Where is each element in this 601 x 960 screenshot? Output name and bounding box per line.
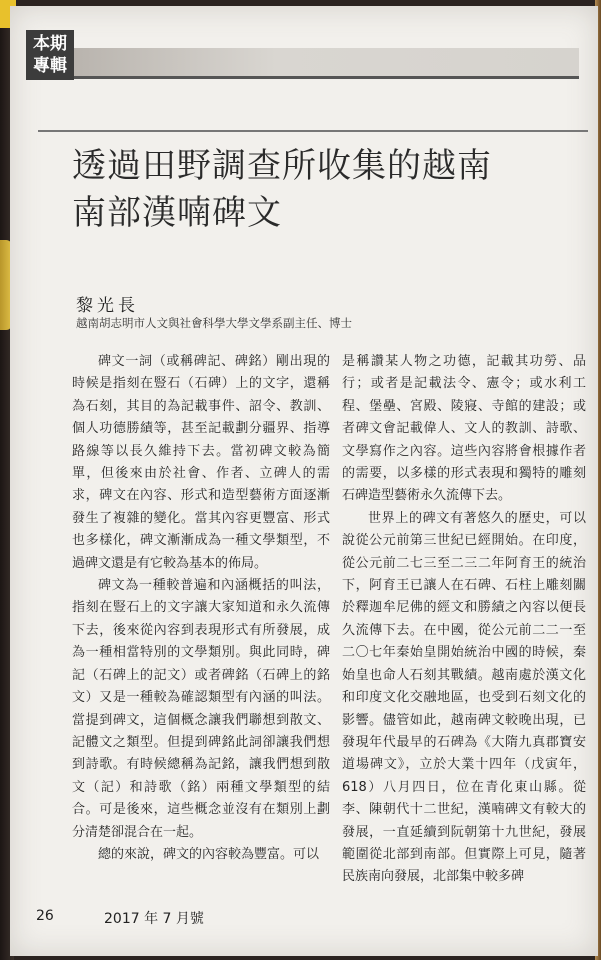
body-paragraph: 碑文為一種較普遍和內涵概括的叫法，指刻在豎石上的文字讓大家知道和永久流傳下去，後來從內容到表現形式有所發展，成為一種相當特別的文學類別。與此同時，碑記（石碑上的記文）或者碑銘（石碑上的銘文）又是一種較為確認類型有內涵的叫法。當提到碑文，這個概念讓我們聯想到散文、記體文之類型。但提到碑銘此詞卻讓我們想到詩歌。有時候總稱為記銘，讓我們想到散文（記）和詩歌（銘）兩種文學類型的結合。可是後來，這些概念並沒有在類別上劃分清楚卻混合在一起。 — [72, 578, 330, 840]
article-title-line1: 透過田野調查所收集的越南 — [72, 146, 492, 186]
body-column-left — [72, 351, 330, 866]
body-paragraph: 碑文一詞（或稱碑記、碑銘）剛出現的時候是指刻在豎石（石碑）上的文字，還稱為石刻，其目的為記載事件、詔令、教訓、個人功德勝績等，甚至記載劃分疆界、指導路線等以長久維持下去。當初碑文較為簡單，但後來由於社會、作者、立碑人的需求，碑文在內容、形式和造型藝術方面逐漸發生了複雜的變化。當其內容更豐富、形式也多樣化，碑文漸漸成為一種文學類型，不過碑文還是有它較為基本的佈局。 — [72, 354, 330, 571]
page-number: 26 — [36, 908, 54, 924]
body-paragraph: 總的來說，碑文的內容較為豐富。可以 — [98, 846, 320, 862]
author-affiliation: 越南胡志明市人文與社會科學大學文學系副主任、博士 — [76, 316, 352, 330]
title-divider — [38, 130, 588, 135]
author-name: 黎光長 — [76, 296, 139, 316]
header-band — [74, 48, 579, 76]
article-title — [72, 143, 592, 237]
issue-date: 2017 年 7 月號 — [104, 911, 204, 927]
section-tag — [26, 30, 74, 80]
body-paragraph: 是稱讚某人物之功德，記載其功勞、品行；或者是記載法令、憲令；或水利工程、堡壘、宮殿、陵寢、寺館的建設；或者碑文會記載偉人、文人的教訓、詩歌、文學寫作之內容。這些內容將會根據作者的需要，以多樣的形式表現和獨特的雕刻石碑造型藝術永久流傳下去。 — [342, 354, 586, 504]
body-column-right — [342, 351, 586, 889]
section-tag-line1: 本期 — [33, 34, 67, 54]
header-rule — [74, 76, 579, 79]
article-title-line2: 南部漢喃碑文 — [72, 193, 282, 233]
section-tag-line2: 專輯 — [33, 56, 67, 76]
body-paragraph: 世界上的碑文有著悠久的歷史，可以說從公元前第三世紀已經開始。在印度，從公元前二七三至二三二年阿育王的統治下，阿育王已讓人在石碑、石柱上雕刻關於釋迦牟尼佛的經文和勝績之內容以便長久流傳下去。在中國，從公元前二二一至二〇七年秦始皇開始統治中國的時候，秦始皇也命人石刻其戰績。越南處於漢文化和印度文化交融地區，也受到石刻文化的影響。儘管如此，越南碑文較晚出現，已發現年代最早的石碑為《大隋九真郡寶安道場碑文》，立於大業十四年（戊寅年，618）八月四日，位在青化東山縣。從李、陳朝代十二世紀，漢喃碑文有較大的發展，一直延續到阮朝第十九世紀，發展範圍從北部到南部。但實際上可見，隨著民族南向發展，北部集中較多碑 — [342, 510, 586, 885]
